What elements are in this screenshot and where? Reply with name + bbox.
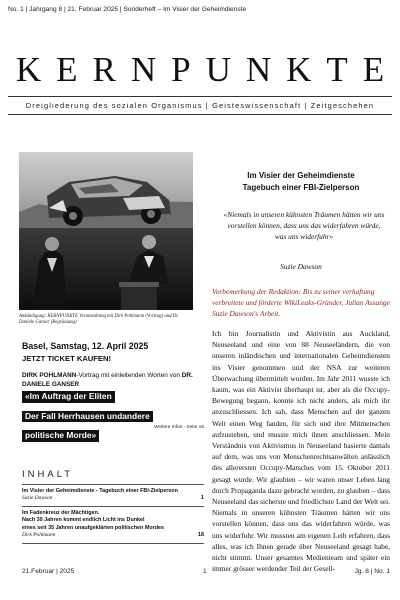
toc-rule (22, 543, 204, 544)
event-desc-text: -Vortrag mit einleitenden Worten von (76, 372, 182, 379)
guest-name: DR. DANIELE GANSER (22, 372, 193, 388)
event-photo-image (19, 152, 193, 310)
toc-item-title: Nach 30 Jahren kommt endlich Licht ins Dunkel (22, 517, 145, 524)
subtitle-rule (8, 114, 392, 115)
toc-rule (22, 506, 204, 507)
footer-page-number: 1 (203, 568, 207, 575)
event-photo (19, 152, 193, 310)
event-title-line: «Im Auftrag der Eliten (22, 391, 115, 403)
toc-item-title: eines seit 35 Jahren unaufgeklärten politischen Mordes (22, 524, 164, 531)
toc-item-author: Suzie Dawson (22, 495, 53, 502)
toc-item-author: Dirk Pohlmann (22, 531, 56, 538)
ticket-link[interactable]: JETZT TICKET KAUFEN! (22, 354, 112, 363)
article-title-line: Tagebuch einer FBI-Zielperson (242, 183, 360, 192)
article-body: Ich bin Journalistin und Aktivistin aus Auckland, Neuseeland und eine von 88 Neuseeländern, die von unseren inländischen und internationalen Geheimdiensten ins Visier genommen und der NSA zur weiteren Überwachung übermittelt wurden. Im Jahr 2011 wusste ich kaum, was ein Aktivist überhaupt ist, aber als die Occupy-Bewegung begann, konnte ich nicht anders, als mich ihr anzuschliessen. Ich sah, dass Menschen auf der ganzen Welt einen Weg fanden, für sich und ihre Mitmenschen aufzustehen, und musste mich ihnen anschliessen. Mein Verständnis von Aktivismus in Neuseeland basierte damals auf dem, was uns von Menschenrechtsanwälten anlässlich des allerersten Occupy-Marsches vom 15. Oktober 2011 gesagt wurde. Wir glaubten – wir waren unser Leben lang durch Propaganda dazu gebracht worden, zu glauben – dass Neuseeland das sicherste und friedlichste Land der Welt sei. Niemals in unseren kühnsten Träumen hätten wir uns vorstellen können, dass uns das widerfahren würde, was uns widerfuhr. Wir mussten am eigenen Leib erfahren, dass alles, was ich Ihnen gerade über Neuseeland gesagt habe, nicht stimmt. Unser gesamtes Medienteam und später ein immer grösser werdender Teil der Gesell- (212, 329, 390, 574)
toc-item-title: Im Fadenkreuz der Mächtigen. (22, 510, 100, 516)
toc-item[interactable] (22, 510, 204, 539)
toc-item-page: 1 (201, 495, 204, 502)
subtitle: Dreigliederung des sozialen Organismus | Geisteswissenschaft | Zeitgeschehen (25, 101, 375, 110)
footer-issue: Jg. 8 | No. 1 (354, 568, 390, 575)
event-title (22, 386, 153, 445)
photo-caption: Ankündigung: KERNPUNKTE Veranstaltung mit Dirk Pohlmann (Vortrag) und Dr. Daniele Ganser (Begrüssung) (19, 314, 179, 326)
toc-item-page: 18 (198, 531, 204, 538)
article-title (212, 170, 390, 194)
toc-rule (22, 484, 204, 485)
speaker-name: DIRK POHLMANN (22, 372, 77, 379)
issue-line: No. 1 | Jahrgang 8 | 21. Februar 2025 | Sonderheft – Im Visier der Geheimdienste (8, 6, 247, 13)
more-info-link[interactable]: Weitere Infos - Seite 16 (153, 425, 204, 430)
article-title-line: Im Visier der Geheimdienste (247, 171, 355, 180)
masthead: KERNPUNKTE (15, 50, 400, 89)
masthead-rule (8, 96, 392, 97)
event-city-date: Basel, Samstag, 12. April 2025 (22, 341, 149, 351)
article-quote: «Niemals in unseren kühnsten Träumen hätten wir uns vorstellen können, dass uns das widerfahren würde, was uns widerfuhr» (223, 210, 385, 242)
event-title-line: politische Morde» (22, 430, 99, 442)
toc-item[interactable] (22, 488, 204, 503)
article-author: Suzie Dawson (280, 262, 322, 271)
event-block (22, 341, 198, 363)
event-title-line: Der Fall Herrhausen undandere (22, 411, 153, 423)
toc-heading: INHALT (22, 469, 74, 480)
footer-date: 21.Februar | 2025 (22, 568, 75, 575)
editorial-note: Vorbemerkung der Redaktion: Bis zu seiner verhaftung verbreitete und förderte WikiLeaks-Gründer, Julian Assange Suzie Dawson's Arbeit. (212, 287, 390, 319)
toc-item-title: Im Visier der Geheimdienste - Tagebuch einer FBI-Zielperson (22, 488, 178, 494)
